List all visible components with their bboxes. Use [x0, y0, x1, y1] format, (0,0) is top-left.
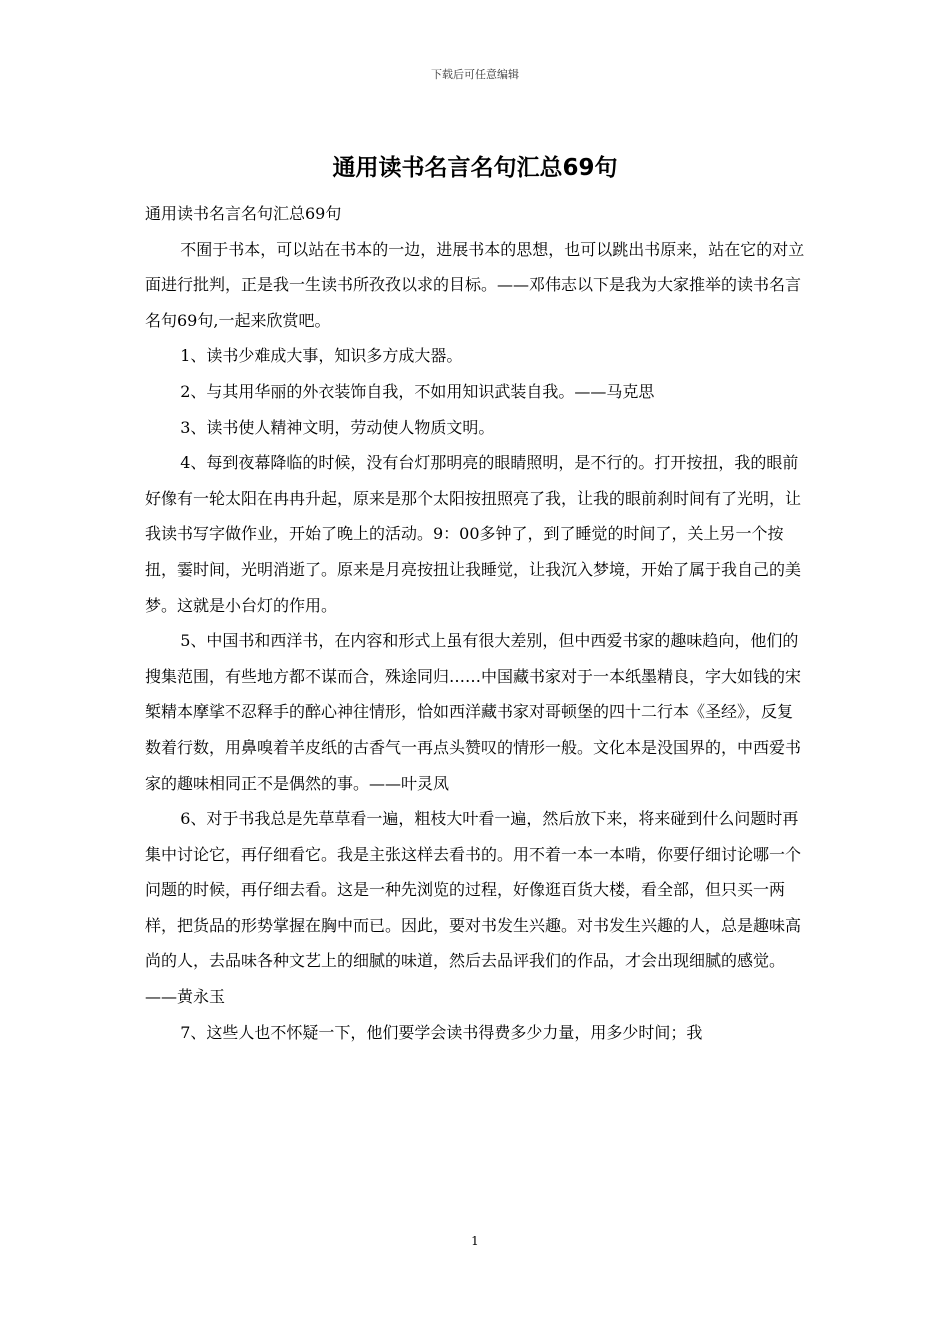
paragraph-quote-1: 1、读书少难成大事，知识多方成大器。: [180, 346, 463, 366]
paragraph-quote-7: 7、这些人也不怀疑一下，他们要学会读书得费多少力量，用多少时间；我: [180, 1022, 703, 1042]
paragraph-quote-3: 3、读书使人精神文明，劳动使人物质文明。: [180, 417, 495, 437]
paragraph-quote-4: 4、每到夜幕降临的时候，没有台灯那明亮的眼睛照明，是不行的。打开按扭，我的眼前好像有一轮太阳在冉冉升起，原来是那个太阳按扭照亮了我，让我的眼前刹时间有了光明，让我读书写字做作业，开始了晚上的活动。9：00多钟了，到了睡觉的时间了，关上另一个按扭，霎时间，光明消逝了。原来是月亮按扭让我睡觉，让我沉入梦境，开始了属于我自己的美梦。这就是小台灯的作用。: [145, 453, 802, 615]
paragraph-quote-5: 5、中国书和西洋书，在内容和形式上虽有很大差别，但中西爱书家的趣味趋向，他们的搜集范围，有些地方都不谋而合，殊途同归……中国藏书家对于一本纸墨精良，字大如钱的宋椠精本摩挲不忍释手的醉心神往情形，恰如西洋藏书家对哥顿堡的四十二行本《圣经》，反复数着行数，用鼻嗅着羊皮纸的古香气一再点头赞叹的情形一般。文化本是没国界的，中西爱书家的趣味相同正不是偶然的事。——叶灵凤: [145, 631, 802, 793]
document-subtitle: 通用读书名言名句汇总69句: [145, 204, 342, 223]
document-body: [145, 196, 805, 1050]
page-header: 下载后可任意编辑: [431, 68, 519, 81]
paragraph-quote-6: 6、对于书我总是先草草看一遍，粗枝大叶看一遍，然后放下来，将来碰到什么问题时再集中讨论它，再仔细看它。我是主张这样去看书的。用不着一本一本啃，你要仔细讨论哪一个问题的时候，再仔细去看。这是一种先浏览的过程，好像逛百货大楼，看全部，但只买一两样，把货品的形势掌握在胸中而已。因此，要对书发生兴趣。对书发生兴趣的人，总是趣味高尚的人，去品味各种文艺上的细腻的味道，然后去品评我们的作品，才会出现细腻的感觉。——黄永玉: [145, 809, 802, 1007]
paragraph-intro: 不囿于书本，可以站在书本的一边，进展书本的思想，也可以跳出书原来，站在它的对立面进行批判，正是我一生读书所孜孜以求的目标。——邓伟志以下是我为大家推举的读书名言名句69句,一起来欣赏吧。: [145, 239, 805, 330]
paragraph-quote-2: 2、与其用华丽的外衣装饰自我，不如用知识武装自我。——马克思: [180, 381, 655, 401]
document-title: 通用读书名言名句汇总69句: [332, 155, 618, 181]
page-number: 1: [471, 1234, 479, 1248]
